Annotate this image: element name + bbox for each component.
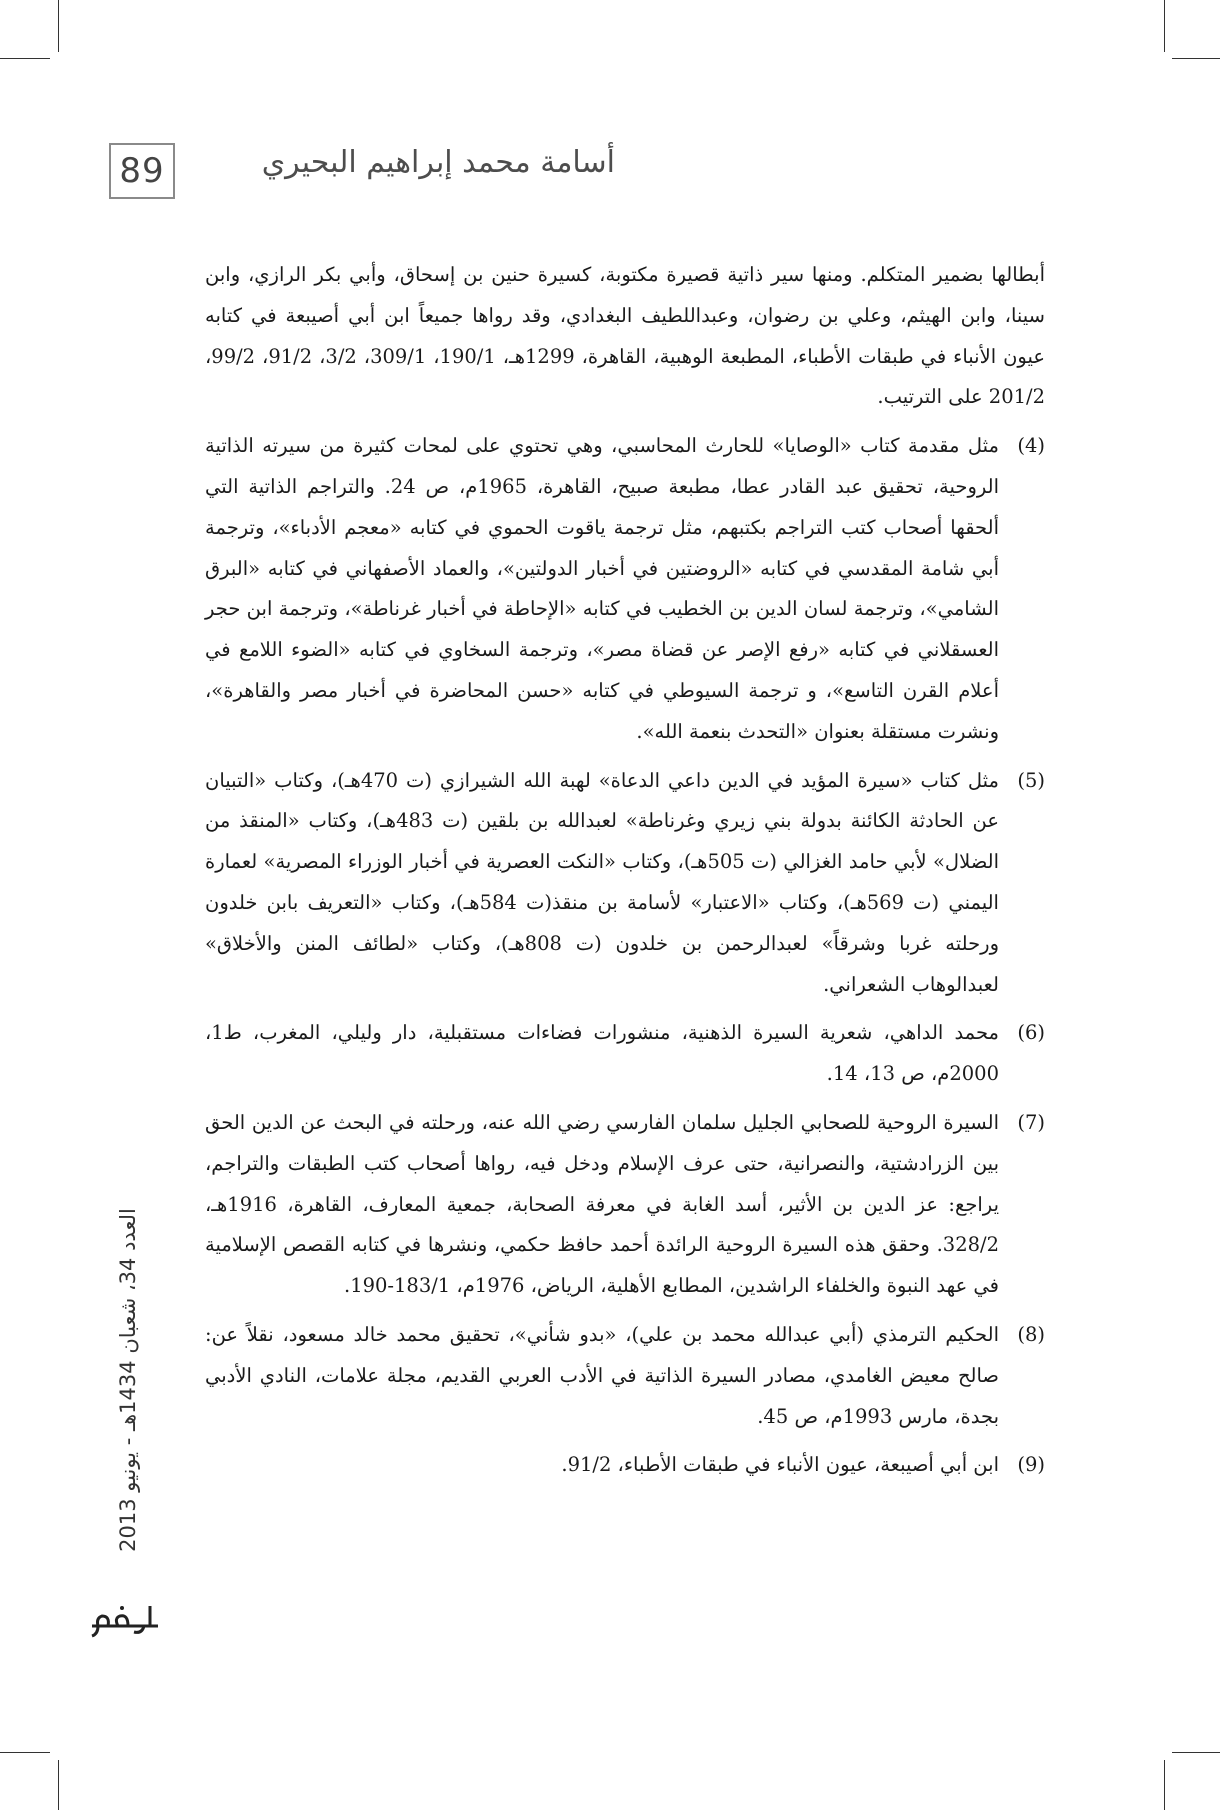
page-number-box <box>109 143 175 199</box>
footnote-4 <box>205 426 1045 752</box>
footnote-9 <box>205 1445 1045 1486</box>
crop-mark <box>0 58 50 59</box>
continued-footnote-text: أبطالها بضمير المتكلم. ومنها سير ذاتية قصيرة مكتوبة، كسيرة حنين بن إسحاق، وأبي بكر الرازي، وابن سينا، وابن الهيثم، وعلي بن رضوان، وعبداللطيف البغدادي، وقد رواها جميعاً ابن أبي أصيبعة في كتابه عيون الأنباء في طبقات الأطباء، المطبعة الوهبية، القاهرة، 1299هـ، 190/1، 309/1، 3/2، 91/2، 99/2، 201/2 على الترتيب. <box>205 263 1046 409</box>
issue-info-vertical <box>105 1100 151 1660</box>
footnote-text: السيرة الروحية للصحابي الجليل سلمان الفارسي رضي الله عنه، ورحلته في البحث عن الدين الحق بين الزرادشتية، والنصرانية، حتى عرف الإسلام ودخل فيه، رواها أصحاب كتب الطبقات والتراجم، يراجع: عز الدين بن الأثير، أسد الغابة في معرفة الصحابة، جمعية المعارف، القاهرة، 1916هـ، 328/2. وحقق هذه السيرة الروحية الرائدة أحمد حافظ حكمي، ونشرها في كتابه القصص الإسلامية في عهد النبوة والخلفاء الراشدين، المطابع الأهلية، الرياض، 1976م، 183/1-190. <box>205 1110 999 1298</box>
footnote-number: (9) <box>1017 1453 1045 1477</box>
running-header-author: أسامة محمد إبراهيم البحيري <box>261 145 615 180</box>
footnote-text: الحكيم الترمذي (أبي عبدالله محمد بن علي)، «بدو شأني»، تحقيق محمد خالد مسعود، نقلاً عن: صالح معيض الغامدي، مصادر السيرة الذاتية في الأدب العربي القديم، مجلة علامات، النادي الأدبي بجدة، مارس 1993م، ص 45. <box>205 1322 999 1428</box>
footnote-number: (7) <box>1017 1110 1045 1134</box>
footnote-5 <box>205 761 1045 1006</box>
crop-mark <box>0 1752 50 1753</box>
footnote-number: (5) <box>1017 768 1045 792</box>
footnote-number: (4) <box>1017 434 1045 458</box>
footnotes-body <box>205 255 1045 1494</box>
footnote-text: محمد الداهي، شعرية السيرة الذهنية، منشورات فضاءات مستقبلية، دار وليلي، المغرب، ط1، 2000م، ص 13، 14. <box>205 1021 999 1086</box>
crop-mark <box>1172 58 1220 59</box>
journal-logo <box>88 1596 162 1638</box>
crop-mark <box>1172 1752 1220 1753</box>
crop-mark <box>1164 1760 1165 1810</box>
crop-mark <box>58 0 59 52</box>
footnote-text: مثل مقدمة كتاب «الوصايا» للحارث المحاسبي، وهي تحتوي على لمحات كثيرة من سيرته الذاتية الروحية، تحقيق عبد القادر عطا، مطبعة صبيح، القاهرة، 1965م، ص 24. والتراجم الذاتية التي ألحقها أصحاب كتب التراجم بكتبهم، مثل ترجمة ياقوت الحموي في كتابه «معجم الأدباء»، وترجمة أبي شامة المقدسي في كتابه «الروضتين في أخبار الدولتين»، والعماد الأصفهاني في كتابه «البرق الشامي»، وترجمة لسان الدين بن الخطيب في كتابه «الإحاطة في أخبار غرناطة»، وترجمة ابن حجر العسقلاني في كتابه «رفع الإصر عن قضاة مصر»، وترجمة السخاوي في كتابه «الضوء اللامع في أعلام القرن التاسع»، و ترجمة السيوطي في كتابه «حسن المحاضرة في أخبار مصر والقاهرة»، ونشرت مستقلة بعنوان «التحدث بنعمة الله». <box>205 434 1000 743</box>
footnote-8 <box>205 1315 1045 1437</box>
footnote-7 <box>205 1103 1045 1307</box>
footnote-6 <box>205 1013 1045 1095</box>
page-number: 89 <box>119 151 165 191</box>
footnote-text: ابن أبي أصيبعة، عيون الأنباء في طبقات الأطباء، 91/2. <box>561 1453 999 1477</box>
crop-mark <box>58 1760 59 1810</box>
footnote-number: (6) <box>1017 1021 1045 1045</box>
footnote-number: (8) <box>1017 1322 1045 1346</box>
issue-info-text: العدد 34، شعبان 1434هـ - يونيو 2013 <box>116 1208 140 1552</box>
crop-mark <box>1164 0 1165 52</box>
footnote-text: مثل كتاب «سيرة المؤيد في الدين داعي الدعاة» لهبة الله الشيرازي (ت 470هـ)، وكتاب «التبيان عن الحادثة الكائنة بدولة بني زيري وغرناطة» لعبدالله بن بلقين (ت 483هـ)، وكتاب «المنقذ من الضلال» لأبي حامد الغزالي (ت 505هـ)، وكتاب «النكت العصرية في أخبار الوزراء المصرية» لعمارة اليمني (ت 569هـ)، وكتاب «الاعتبار» لأسامة بن منقذ(ت 584هـ)، وكتاب «التعريف بابن خلدون ورحلته غربا وشرقاً» لعبدالرحمن بن خلدون (ت 808هـ)، وكتاب «لطائف المنن والأخلاق» لعبدالوهاب الشعراني. <box>205 768 999 996</box>
